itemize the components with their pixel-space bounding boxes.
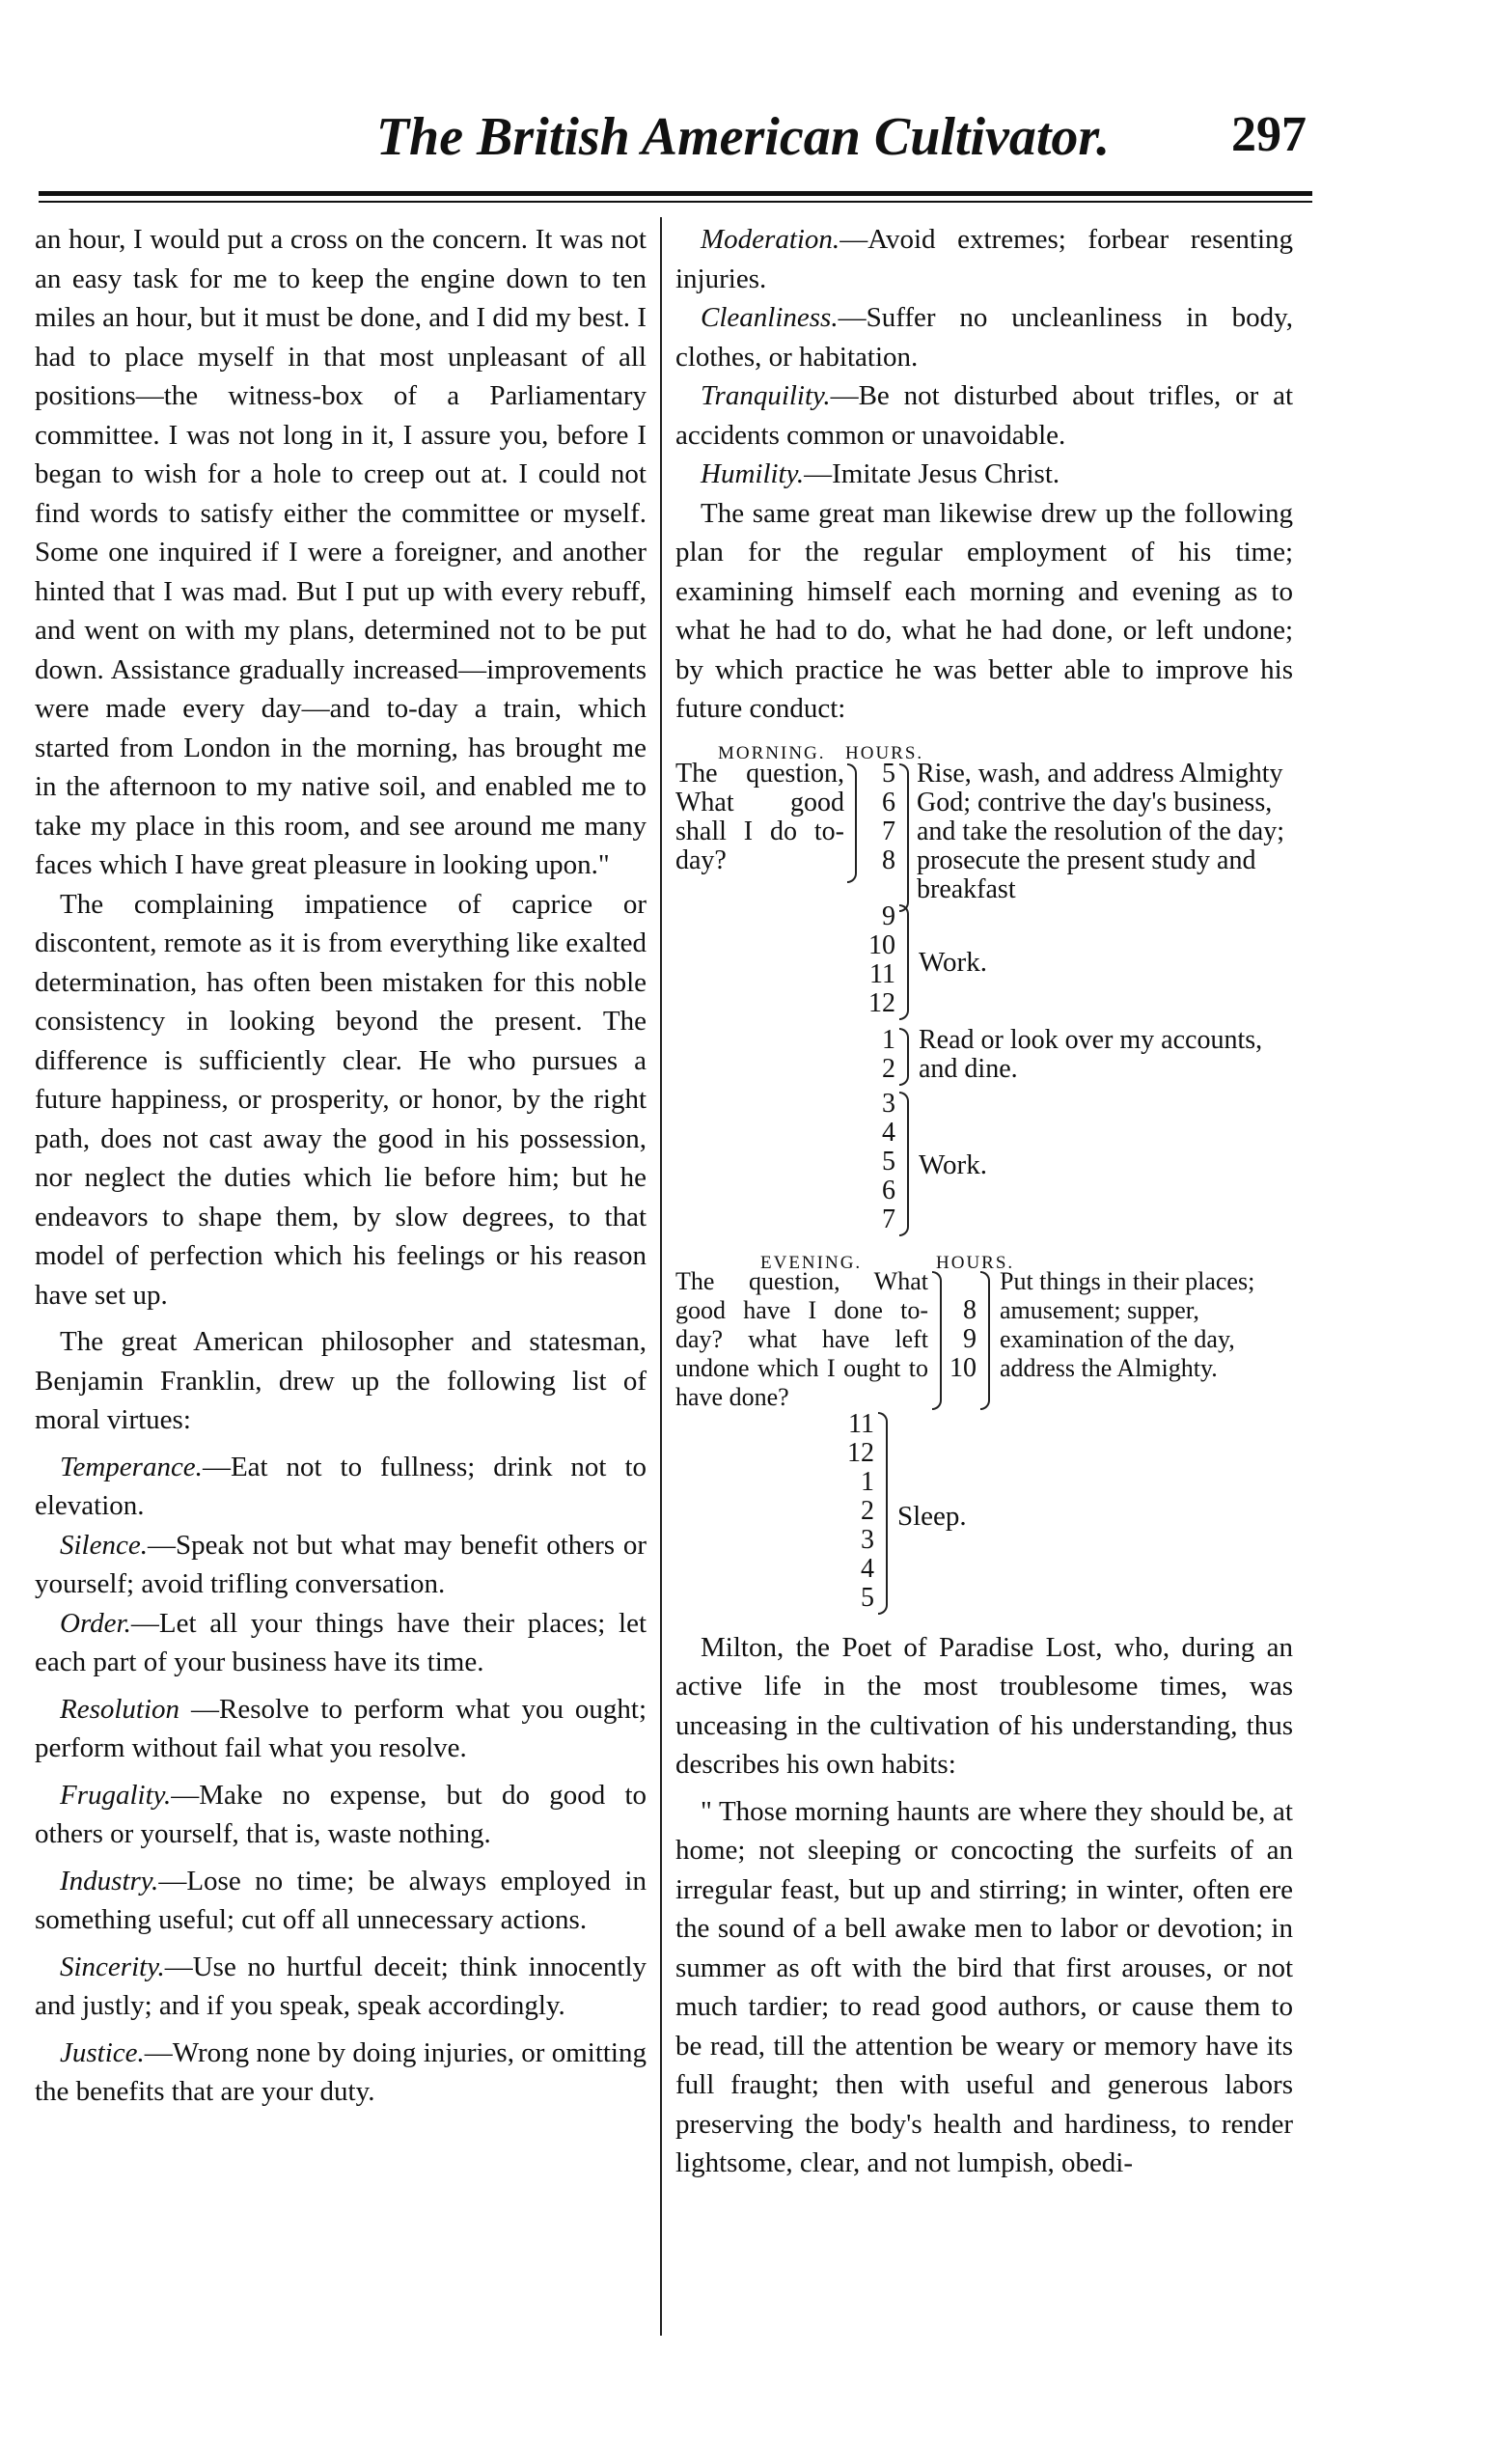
virtue-text: —Eat not to fullness; drink not to elevation. (35, 1451, 647, 1521)
virtue-name: Frugality. (60, 1779, 172, 1811)
virtue-text: —Make no expense, but do good to others or yourself, that is, waste nothing. (35, 1779, 647, 1849)
brace (878, 1412, 888, 1615)
virtue-moderation (675, 220, 1293, 298)
brace (899, 1028, 909, 1086)
hour-number: 6 (882, 787, 895, 817)
hour-number: 1 (882, 1024, 895, 1055)
hour-number: 4 (882, 1117, 895, 1148)
hour-number: 2 (882, 1053, 895, 1084)
virtue-text: —Speak not but what may benefit others or yourself; avoid trifling conversation. (35, 1529, 647, 1599)
brace (899, 1092, 909, 1236)
hour-number: 1 (861, 1466, 874, 1497)
header-rule (39, 191, 1312, 196)
hour-number: 9 (963, 1323, 977, 1354)
virtue-name: Industry. (60, 1865, 159, 1896)
morning-task: Rise, wash, and address Almighty God; contrive the day's business, and take the resolution of the day; prosecute the present study and breakfast (917, 758, 1284, 904)
hour-number: 3 (882, 1088, 895, 1119)
milton-section (675, 1628, 1293, 2183)
brace (847, 763, 857, 883)
virtue-name: Tranquility. (701, 380, 831, 411)
virtue-sincerity (35, 1948, 647, 2026)
virtue-name: Resolution (60, 1693, 180, 1725)
hour-number: 7 (882, 816, 895, 846)
virtue-justice (35, 2034, 647, 2112)
virtue-name: Justice. (60, 2036, 145, 2068)
hour-number: 11 (869, 958, 895, 989)
header-rule-thin (39, 201, 1312, 203)
virtue-text: —Lose no time; be always employed in something useful; cut off all unnecessary actions. (35, 1865, 647, 1935)
hour-number: 12 (868, 987, 895, 1018)
brace (980, 1271, 990, 1410)
virtue-humility (675, 455, 1293, 494)
hour-number: 7 (882, 1204, 895, 1234)
work-label: Work. (919, 946, 987, 978)
hour-number: 12 (847, 1437, 874, 1468)
virtue-resolution (35, 1690, 647, 1768)
right-column (675, 220, 1293, 2178)
page-number: 297 (1231, 107, 1307, 162)
hour-number: 5 (861, 1582, 874, 1613)
hour-number: 8 (882, 844, 895, 875)
virtue-text: —Be not disturbed about trifles, or at accidents common or unavoidable. (675, 380, 1293, 451)
hour-number: 10 (868, 929, 895, 960)
left-column (35, 220, 647, 2112)
column-divider (660, 217, 662, 2336)
hour-number: 8 (963, 1294, 977, 1325)
paragraph-milton-intro: Milton, the Poet of Paradise Lost, who, during an active life in the most troublesome times, was unceasing in the cultivation of his understanding, thus describes his own habits: (675, 1631, 1293, 1780)
hour-number: 9 (882, 900, 895, 931)
paragraph-milton-quote: " Those morning haunts are where they should be, at home; not sleeping or concocting the surfeits of an irregular feast, but up and stirring; in winter, often ere the sound of a bell awake men to labor or devotion; in summer as oft with the bird that first arouses, or not much tardier; to read good authors, or cause them to be read, till the attention be weary or memory have its full fraught; then with useful and generous labors preserving the body's health and hardiness, to render lightsome, clear, and not lumpish, obedi- (675, 1795, 1293, 2178)
virtue-name: Temperance. (60, 1451, 203, 1482)
paragraph-plan-intro: The same great man likewise drew up the following plan for the regular employment of his time; examining himself each morning and evening as to what he had to do, what he had done, or left undone; by which practice he was better able to improve his future conduct: (675, 497, 1293, 724)
virtue-text: —Wrong none by doing injuries, or omitting the benefits that are your duty. (35, 2036, 647, 2107)
virtue-name: Cleanliness. (701, 302, 839, 333)
morning-label: MORNING. (718, 742, 826, 763)
evening-hours-label: HOURS. (936, 1252, 1015, 1273)
sleep-label: Sleep. (897, 1500, 967, 1532)
brace (899, 904, 909, 1020)
virtue-temperance (35, 1448, 647, 1526)
work-label: Work. (919, 1149, 987, 1180)
virtue-order (35, 1604, 647, 1682)
hour-number: 3 (861, 1524, 874, 1555)
paragraph-stephenson: an hour, I would put a cross on the concern. It was not an easy task for me to keep the engine down to ten miles an hour, but it must be done, and I did my best. I had to place myself in that most unpleasant of all positions—the witness-box of a Parliamentary committee. I was not long in it, I assure you, before I began to wish for a hole to creep out at. I could not find words to satisfy either the committee or myself. Some one inquired if I were a foreigner, and another hinted that I was mad. But I put up with every rebuff, and went on with my plans, determined not to be put down. Assistance gradually increased—improvements were made every day—and to-day a train, which started from London in the morning, has brought me in the afternoon to my native soil, and enabled me to take my place in this room, and see around me many faces which I have great pleasure in looking upon." (35, 224, 647, 880)
virtue-name: Order. (60, 1607, 131, 1639)
virtue-text: —Suffer no uncleanliness in body, clothes, or habitation. (675, 302, 1293, 373)
virtue-name: Humility. (701, 458, 805, 489)
virtue-industry (35, 1862, 647, 1940)
evening-label: EVENING. (760, 1252, 863, 1273)
virtue-text: —Use no hurtful deceit; think innocently and justly; and if you speak, speak accordingly. (35, 1951, 647, 2021)
hour-number: 11 (848, 1408, 874, 1439)
hour-number: 5 (882, 1146, 895, 1177)
virtue-text: —Resolve to perform what you ought; perform without fail what you resolve. (35, 1693, 647, 1763)
hour-number: 6 (882, 1175, 895, 1205)
paragraph-impatience: The complaining impatience of caprice or discontent, remote as it is from everything like exalted determination, has often been mistaken for this noble consistency in looking beyond the present. The difference is sufficiently clear. He who pursues a future happiness, or prosperity, or honor, by the right path, does not cast away the good in his possession, nor neglect the duties which lie before him; but he endeavors to shape them, by slow degrees, to that model of perfection which his feelings or his reason have set up. (35, 888, 647, 1311)
brace (932, 1271, 942, 1410)
morning-hours-label: HOURS. (845, 742, 924, 763)
hour-number: 5 (882, 758, 895, 789)
running-title: The British American Cultivator. (375, 107, 1111, 167)
paragraph-franklin-intro: The great American philosopher and statesman, Benjamin Franklin, drew up the following list of moral virtues: (35, 1326, 647, 1435)
virtue-text: —Imitate Jesus Christ. (804, 458, 1060, 489)
virtue-tranquility (675, 376, 1293, 455)
daily-schedule (675, 731, 1293, 2178)
brace (899, 763, 909, 912)
hour-number: 4 (861, 1553, 874, 1584)
hour-number: 10 (949, 1352, 977, 1383)
morning-question: The question, What good shall I do to-day? (675, 758, 844, 875)
virtue-silence (35, 1526, 647, 1604)
virtue-frugality (35, 1776, 647, 1854)
evening-task: Put things in their places; amusement; supper, examination of the day, address the Almighty. (1000, 1266, 1255, 1382)
virtue-name: Moderation. (701, 224, 840, 255)
read-task: Read or look over my accounts, and dine. (919, 1024, 1263, 1084)
virtue-text: —Avoid extremes; forbear resenting injuries. (675, 224, 1293, 294)
hour-number: 2 (861, 1495, 874, 1526)
virtue-name: Silence. (60, 1529, 148, 1561)
virtue-text: —Let all your things have their places; let each part of your business have its time. (35, 1607, 647, 1677)
virtue-cleanliness (675, 298, 1293, 376)
evening-question: The question, What good have I done to-day? what have left undone which I ought to have done? (675, 1266, 928, 1411)
virtue-name: Sincerity. (60, 1951, 165, 1982)
